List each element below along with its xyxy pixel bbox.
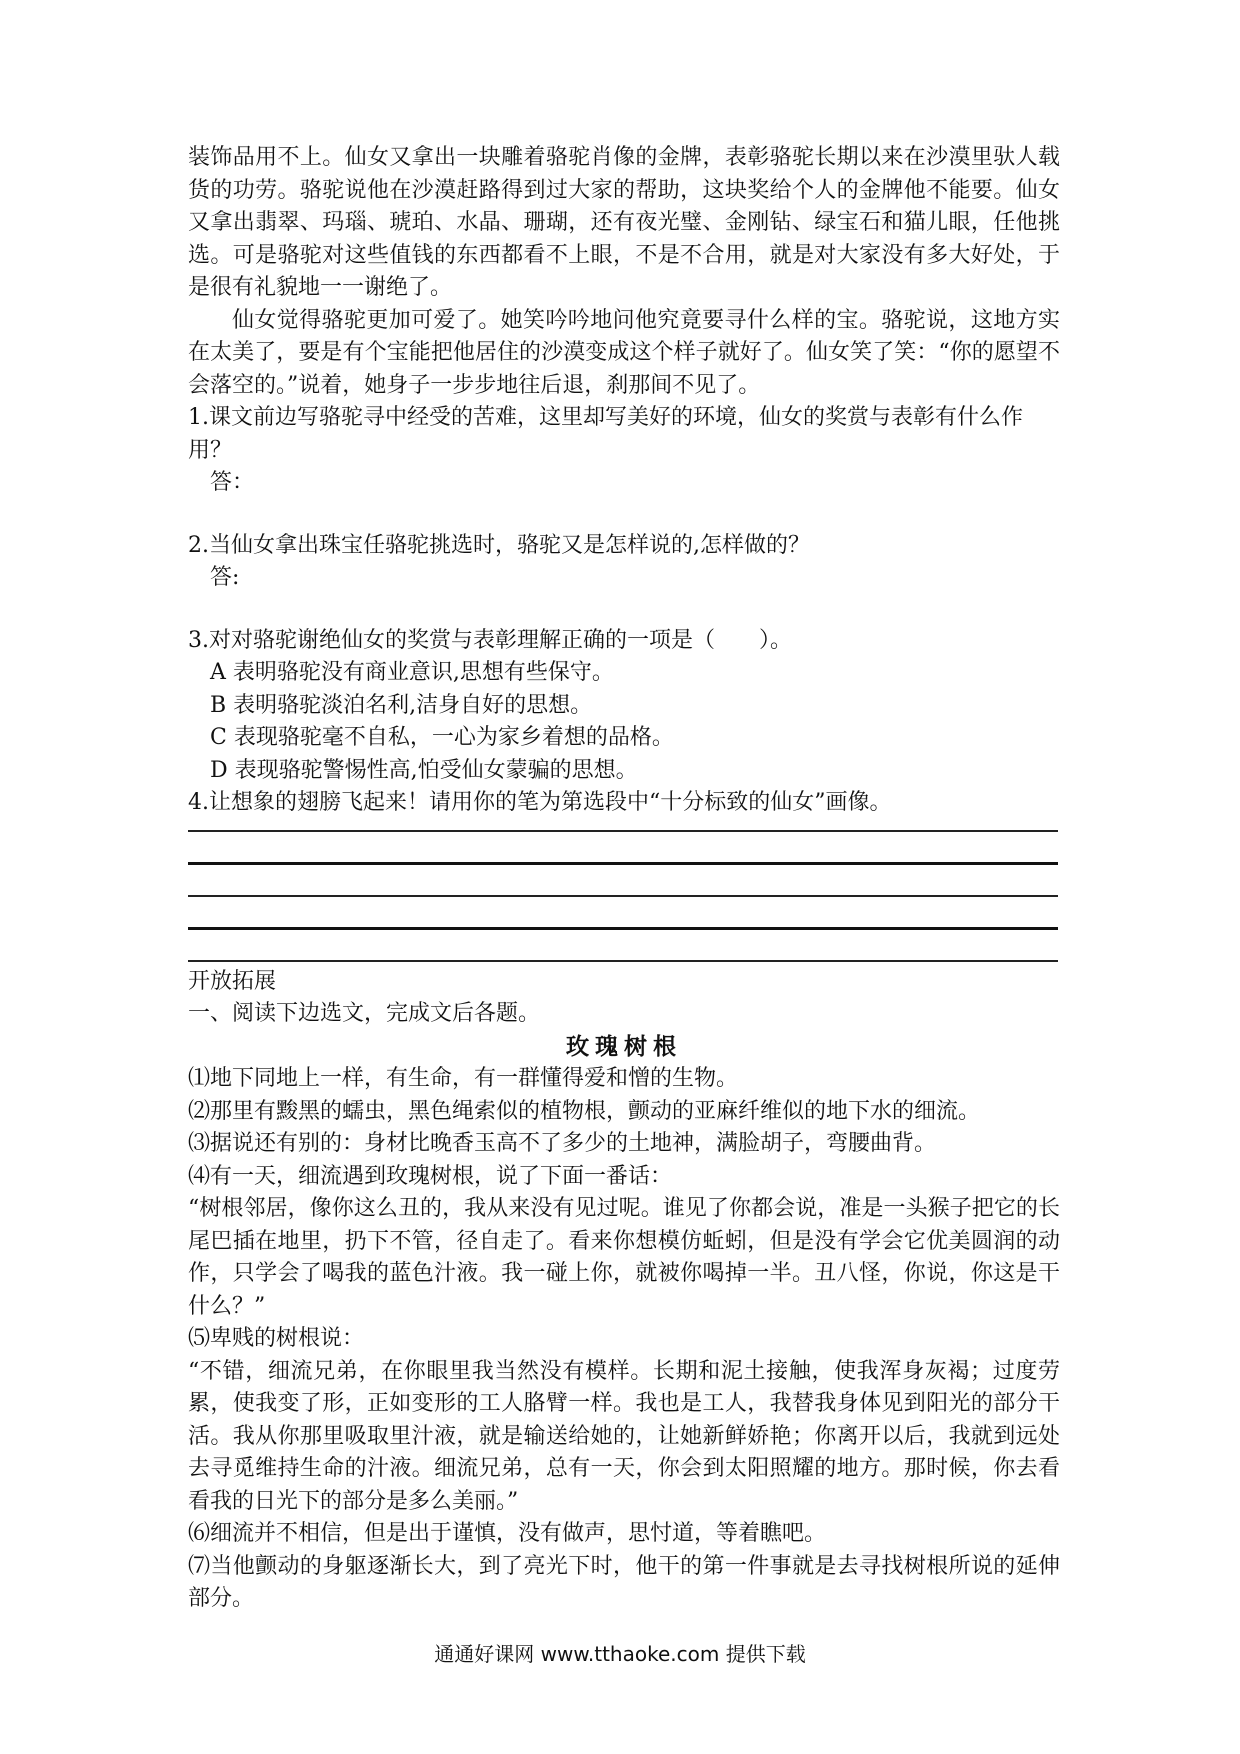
- writing-lines: [188, 830, 1060, 962]
- question-3-option-d: D 表现骆驼警惕性高,怕受仙女蒙骗的思想。: [210, 757, 638, 783]
- writing-line: [188, 862, 1058, 865]
- reading-paragraph-4: ⑷有一天，细流遇到玫瑰树根，说了下面一番话：: [188, 1163, 673, 1189]
- question-2-answer-label: 答:: [210, 565, 240, 590]
- question-2: 2.当仙女拿出珠宝任骆驼挑选时，骆驼又是怎样说的,怎样做的？: [188, 532, 810, 558]
- reading-paragraph-7: “不错，细流兄弟，在你眼里我当然没有模样。长期和泥土接触，使我浑身灰褐；过度劳累，使我变了形，正如变形的工人胳臂一样。我也是工人，我替我身体见到阳光的部分干活。我从你那里吸取里汁液，就是输送给她的，让她新鲜娇艳；你离开以后，我就到远处去寻觅维持生命的汁液。细流兄弟，总有一天，你会到太阳照耀的地方。那时候，你去看看我的日光下的部分是多么美丽。”: [188, 1358, 1060, 1514]
- reading-paragraph-9: ⑺当他颤动的身躯逐渐长大，到了亮光下时，他干的第一件事就是去寻找树根所说的延伸部分。: [188, 1553, 1060, 1611]
- question-3-option-c: C 表现骆驼毫不自私，一心为家乡着想的品格。: [210, 725, 674, 750]
- writing-line: [188, 830, 1058, 832]
- section-heading: 开放拓展: [188, 968, 277, 994]
- question-3-option-a: A 表明骆驼没有商业意识,思想有些保守。: [210, 660, 614, 685]
- reading-paragraph-8: ⑹细流并不相信，但是出于谨慎，没有做声，思忖道，等着瞧吧。: [188, 1521, 827, 1546]
- writing-line: [188, 960, 1058, 962]
- passage-paragraph-1: 装饰品用不上。仙女又拿出一块雕着骆驼肖像的金牌，表彰骆驼长期以来在沙漠里驮人载货的功劳。骆驼说他在沙漠赶路得到过大家的帮助，这块奖给个人的金牌他不能要。仙女又拿出翡翠、玛瑙、琥珀、水晶、珊瑚，还有夜光璧、金刚钻、绿宝石和猫儿眼，任他挑选。可是骆驼对这些值钱的东西都看不上眼，不是不合用，就是对大家没有多大好处，于是很有礼貌地一一谢绝了。: [188, 145, 1060, 300]
- reading-paragraph-5: “树根邻居，像你这么丑的，我从来没有见过呢。谁见了你都会说，准是一头猴子把它的长尾巴插在地里，扔下不管，径自走了。看来你想模仿蚯蚓，但是没有学会它优美圆润的动作，只学会了喝我的蓝色汁液。我一碰上你，就被你喝掉一半。丑八怪，你说，你这是干什么？”: [188, 1196, 1060, 1319]
- answer-space: [188, 500, 1060, 530]
- question-1-answer-label: 答：: [210, 470, 255, 495]
- page-content: [188, 142, 1060, 1616]
- question-1: 1.课文前边写骆驼寻中经受的苦难，这里却写美好的环境，仙女的奖赏与表彰有什么作用？: [188, 405, 1023, 463]
- question-4: 4.让想象的翅膀飞起来！请用你的笔为第选段中“十分标致的仙女”画像。: [188, 790, 892, 815]
- reading-paragraph-3: ⑶据说还有别的：身材比晚香玉高不了多少的土地神，满脸胡子，弯腰曲背。: [188, 1131, 937, 1156]
- question-3: 3.对对骆驼谢绝仙女的奖赏与表彰理解正确的一项是（ ）。: [188, 627, 792, 653]
- writing-line: [188, 895, 1058, 897]
- writing-line: [188, 927, 1058, 930]
- question-3-option-b: B 表明骆驼淡泊名利,洁身自好的思想。: [210, 692, 593, 718]
- page-footer: 通通好课网 www.tthaoke.com 提供下载: [434, 1642, 806, 1666]
- reading-title: 玫瑰树根: [566, 1032, 682, 1060]
- answer-space: [188, 595, 1060, 625]
- reading-paragraph-2: ⑵那里有黢黑的蠕虫，黑色绳索似的植物根，颤动的亚麻纤维似的地下水的细流。: [188, 1098, 981, 1124]
- reading-paragraph-1: ⑴地下同地上一样，有生命，有一群懂得爱和憎的生物。: [188, 1066, 739, 1091]
- passage-paragraph-2: 仙女觉得骆驼更加可爱了。她笑吟吟地问他究竟要寻什么样的宝。骆驼说，这地方实在太美了，要是有个宝能把他居住的沙漠变成这个样子就好了。仙女笑了笑：“你的愿望不会落空的。”说着，她身子一步步地往后退，刹那间不见了。: [188, 307, 1061, 398]
- section-instruction: 一、阅读下边选文，完成文后各题。: [188, 1001, 541, 1026]
- reading-paragraph-6: ⑸卑贱的树根说：: [188, 1326, 365, 1351]
